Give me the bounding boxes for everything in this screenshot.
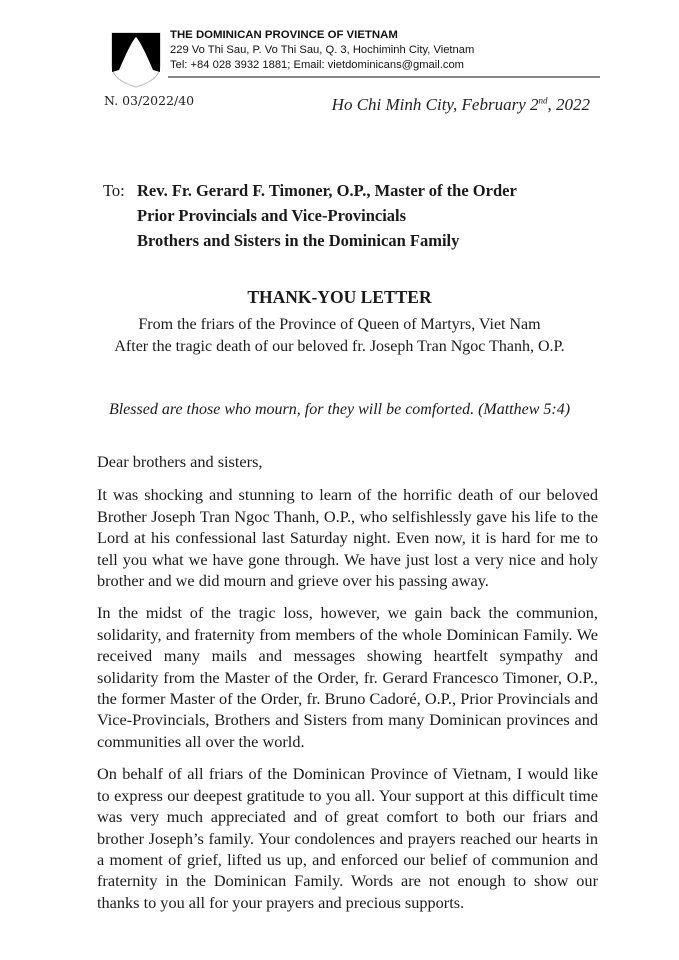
date-prefix: Ho Chi Minh City, February 2 [331, 95, 539, 114]
organization-name: THE DOMINICAN PROVINCE OF VIETNAM [170, 29, 398, 41]
letter-date [332, 95, 590, 115]
reference-number: N. 03/2022/40 [104, 93, 195, 108]
body-paragraph: It was shocking and stunning to learn of the horrific death of our beloved Brother Joseph Tran Ngoc Thanh, O.P., who selfishlessly gave his life to the Lord at his confessional last Saturday night. Even now, it is hard for me to tell you what we have gone through. We have just lost a very nice and holy brother and we did mourn and grieve over his passing away. [97, 485, 598, 591]
letterhead-divider [168, 76, 600, 78]
body-paragraph: On behalf of all friars of the Dominican Province of Vietnam, I would like to express our deepest gratitude to you all. Your support at this difficult time was very much appreciated and of great comfort to both our friars and brother Joseph’s family. Your condolences and prayers reached our hearts in a moment of grief, lifted us up, and enforced our belief of communion and fraternity in the Dominican Family. Words are not enough to show our thanks to you all for your prayers and precious supports. [97, 764, 598, 912]
scripture-quote: Blessed are those who mourn, for they will be comforted. (Matthew 5:4) [108, 401, 571, 418]
subtitle-line: From the friars of the Province of Queen of Martyrs, Viet Nam [138, 316, 541, 333]
date-ordinal: nd [538, 95, 548, 106]
recipient-line: Prior Provincials and Vice-Provincials [137, 206, 407, 225]
letter-subtitle [0, 314, 679, 358]
body-paragraph: In the midst of the tragic loss, however, we gain back the communion, solidarity, and fraternity from members of the whole Dominican Family. We received many mails and messages showing heartfelt sympathy and solidarity from the Master of the Order, fr. Gerard Francesco Timoner, O.P., the former Master of the Order, fr. Bruno Cadoré, O.P., Prior Provincials and Vice-Provincials, Brothers and Sisters from many Dominican provinces and communities all over the world. [97, 603, 598, 751]
date-suffix: , 2022 [547, 95, 590, 114]
letter-title: THANK-YOU LETTER [247, 287, 432, 307]
organization-address: 229 Vo Thi Sau, P. Vo Thi Sau, Q. 3, Hochiminh City, Vietnam [170, 44, 475, 56]
letterhead [170, 28, 474, 73]
salutation: Dear brothers and sisters, [97, 452, 263, 471]
subtitle-line: After the tragic death of our beloved fr. Joseph Tran Ngoc Thanh, O.P. [114, 338, 565, 355]
recipient-line: Rev. Fr. Gerard F. Timoner, O.P., Master of the Order [137, 181, 517, 200]
recipients-label: To: [103, 181, 125, 200]
dominican-shield-icon [111, 32, 161, 88]
letter-body [97, 451, 598, 924]
organization-contact: Tel: +84 028 3932 1881; Email: vietdominicans@gmail.com [170, 59, 464, 71]
recipient-line: Brothers and Sisters in the Dominican Family [137, 231, 460, 250]
